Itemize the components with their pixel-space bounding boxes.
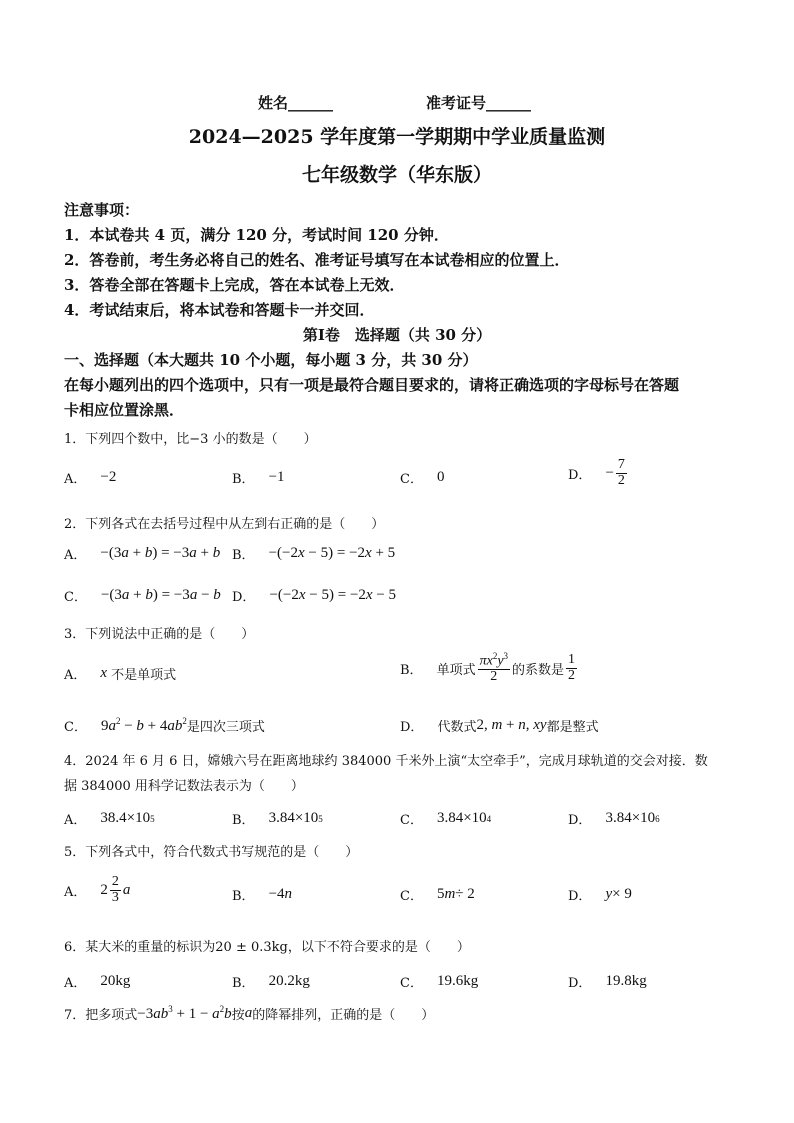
note-item: 1．本试卷共 4 页，满分 120 分，考试时间 120 分钟． (64, 226, 449, 244)
math-expression: −(3a + b) = −3a + b (100, 545, 221, 561)
note-item: 2．答卷前，考生务必将自己的姓名、准考证号填写在本试卷相应的位置上． (64, 251, 570, 269)
option-d: D． 19.8kg (568, 973, 647, 991)
option-b: B． 单项式 $\frac{\pi x^2y^3}{2}$ 的系数是 $\frac{1}{2}$ (400, 651, 576, 685)
option-b: B． 3.84×10 5 (232, 810, 323, 828)
option-d: D． 代数式 2, m + n, xy 都是整式 (400, 717, 599, 735)
math-expression: −(−2x − 5) = −2x − 5 (269, 587, 397, 603)
notes-heading: 注意事项： (64, 201, 140, 219)
question-stem: 7．把多项式 $-3ab^3 + 1 - a^2b$ 按 a 的降幂排列，正确的是（ ） (64, 1004, 435, 1023)
option-b: B． −(−2x − 5) = −2x + 5 (232, 545, 396, 563)
question-stem: 5．下列各式中，符合代数式书写规范的是（ ） (64, 845, 359, 860)
exam-id-field: 准考证号______ (426, 94, 532, 112)
option-b: B． −1 (232, 469, 285, 487)
fraction: $\frac{1}{2}$ (568, 652, 576, 684)
option-d: D． − $\frac{7}{2}$ (568, 457, 625, 488)
math-expression: −(3a + b) = −3a − b (100, 587, 221, 603)
note-item: 3．答卷全部在答题卡上完成，答在本试卷上无效． (64, 276, 405, 294)
instruction-line: 在每小题列出的四个选项中，只有一项是最符合题目要求的，请将正确选项的字母标号在答题 (64, 376, 680, 394)
option-c: C． 19.6kg (400, 973, 479, 991)
option-c: C． 5 m ÷ 2 (400, 886, 475, 904)
option-c: C． −(3a + b) = −3a − b (64, 587, 221, 605)
option-a: A． x 不是单项式 (64, 665, 177, 683)
exam-subtitle: 七年级数学（华东版） (301, 164, 492, 186)
option-b: B． 20.2kg (232, 973, 310, 991)
option-a: A． −2 (64, 469, 117, 487)
math-expression: −(−2x − 5) = −2x + 5 (268, 545, 396, 561)
question-stem: 2．下列各式在去括号过程中从左到右正确的是（ ） (64, 517, 385, 532)
fraction: $\frac{2}{3}$ (111, 874, 119, 905)
math-expression: $9a^2 - b + 4ab^2$ (100, 716, 187, 734)
option-a: A． 2 $\frac{2}{3}$ a (64, 874, 131, 905)
question-stem: 4．2024 年 6 月 6 日，嫦娥六号在距离地球约 384000 千米外上演“太空牵手”，完成月球轨道的交会对接．数 (64, 754, 708, 769)
option-c: C． 3.84×10 4 (400, 810, 492, 828)
option-c: C． 0 (400, 469, 445, 487)
instruction-line: 卡相应位置涂黑． (64, 401, 185, 419)
exam-title: 2024—2025 学年度第一学期期中学业质量监测 (188, 126, 606, 148)
math-expression: $-3ab^3 + 1 - a^2b$ (137, 1004, 232, 1022)
fraction: $\frac{7}{2}$ (617, 457, 625, 488)
option-d: D． 3.84×10 6 (568, 810, 660, 828)
option-a: A． 20kg (64, 973, 131, 991)
section-title: 第Ⅰ卷 选择题（共 30 分） (302, 326, 492, 344)
option-b: B． −4 n (232, 886, 293, 904)
option-d: D． −(−2x − 5) = −2x − 5 (232, 587, 397, 605)
name-field: 姓名______ (258, 94, 334, 112)
question-stem: 据 384000 用科学记数法表示为（ ） (64, 779, 304, 794)
part-title: 一、选择题（本大题共 10 个小题，每小题 3 分，共 30 分） (64, 351, 478, 369)
option-a: A． −(3a + b) = −3a + b (64, 545, 221, 563)
note-item: 4．考试结束后，将本试卷和答题卡一并交回． (64, 301, 375, 319)
math-expression: 2, m + n, xy (476, 717, 547, 733)
option-a: A． 38.4×10 5 (64, 810, 155, 828)
question-stem: 6．某大米的重量的标识为20 ± 0.3kg，以下不符合要求的是（ ） (64, 940, 470, 955)
question-stem: 1．下列四个数中，比−3 小的数是（ ） (64, 432, 317, 447)
option-d: D． y × 9 (568, 886, 632, 904)
fraction: $\frac{\pi x^2y^3}{2}$ (479, 651, 509, 685)
option-c: C． $9a^2 - b + 4ab^2$ 是四次三项式 (64, 716, 265, 735)
question-stem: 3．下列说法中正确的是（ ） (64, 627, 255, 642)
